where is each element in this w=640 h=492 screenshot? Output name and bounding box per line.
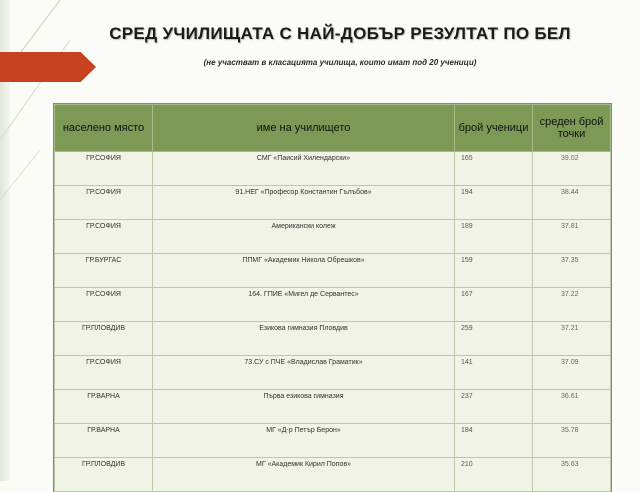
cell-school-name: МГ «Д-р Петър Берон»: [153, 424, 455, 458]
page-subtitle: (не участват в класацията училища, които имат под 20 ученици): [203, 58, 477, 67]
cell-average-points: 35.78: [533, 424, 611, 458]
table-row: [55, 424, 611, 458]
cell-student-count: 259: [455, 322, 533, 356]
table-row: [55, 458, 611, 492]
cell-school-name: Езикова гимназия Пловдив: [153, 322, 455, 356]
header-city: населено място: [55, 105, 153, 152]
cell-city: ГР.ПЛОВДИВ: [55, 458, 153, 492]
cell-student-count: 210: [455, 458, 533, 492]
cell-city: ГР.БУРГАС: [55, 254, 153, 288]
cell-average-points: 36.61: [533, 390, 611, 424]
cell-city: ГР.ПЛОВДИВ: [55, 322, 153, 356]
cell-average-points: 37.09: [533, 356, 611, 390]
table-header-row: [55, 105, 611, 152]
table-row: [55, 322, 611, 356]
accent-arrow: [0, 52, 96, 82]
cell-average-points: 35.63: [533, 458, 611, 492]
cell-school-name: МГ «Академик Кирил Попов»: [153, 458, 455, 492]
header-school-name: име на училището: [153, 105, 455, 152]
table-row: [55, 288, 611, 322]
cell-student-count: 189: [455, 220, 533, 254]
cell-average-points: 38.44: [533, 186, 611, 220]
cell-city: ГР.СОФИЯ: [55, 356, 153, 390]
header-student-count: брой ученици: [455, 105, 533, 152]
cell-city: ГР.СОФИЯ: [55, 186, 153, 220]
table-row: [55, 356, 611, 390]
cell-student-count: 184: [455, 424, 533, 458]
cell-school-name: ППМГ «Академик Никола Обрешков»: [153, 254, 455, 288]
cell-city: ГР.СОФИЯ: [55, 220, 153, 254]
cell-student-count: 167: [455, 288, 533, 322]
cell-student-count: 165: [455, 152, 533, 186]
cell-school-name: СМГ «Паисий Хилендарски»: [153, 152, 455, 186]
cell-school-name: 164. ГПИЕ «Мигел де Сервантес»: [153, 288, 455, 322]
cell-student-count: 194: [455, 186, 533, 220]
header-average-points: среден брой точки: [533, 105, 611, 152]
table-row: [55, 220, 611, 254]
table-row: [55, 390, 611, 424]
cell-student-count: 141: [455, 356, 533, 390]
cell-school-name: Американски колеж: [153, 220, 455, 254]
cell-city: ГР.СОФИЯ: [55, 288, 153, 322]
cell-average-points: 37.35: [533, 254, 611, 288]
cell-average-points: 37.22: [533, 288, 611, 322]
cell-student-count: 159: [455, 254, 533, 288]
cell-student-count: 237: [455, 390, 533, 424]
table-row: [55, 186, 611, 220]
table-row: [55, 152, 611, 186]
cell-average-points: 39.02: [533, 152, 611, 186]
cell-school-name: 73.СУ с ПЧЕ «Владислав Граматик»: [153, 356, 455, 390]
schools-table: [54, 104, 611, 492]
cell-city: ГР.ВАРНА: [55, 424, 153, 458]
page-title: СРЕД УЧИЛИЩАТА С НАЙ-ДОБЪР РЕЗУЛТАТ ПО БЕЛ: [109, 24, 571, 43]
cell-school-name: 91.НЕГ «Професор Константин Гълъбов»: [153, 186, 455, 220]
cell-average-points: 37.81: [533, 220, 611, 254]
cell-city: ГР.ВАРНА: [55, 390, 153, 424]
cell-average-points: 37.21: [533, 322, 611, 356]
cell-school-name: Първа езикова гимназия: [153, 390, 455, 424]
cell-city: ГР.СОФИЯ: [55, 152, 153, 186]
table-row: [55, 254, 611, 288]
